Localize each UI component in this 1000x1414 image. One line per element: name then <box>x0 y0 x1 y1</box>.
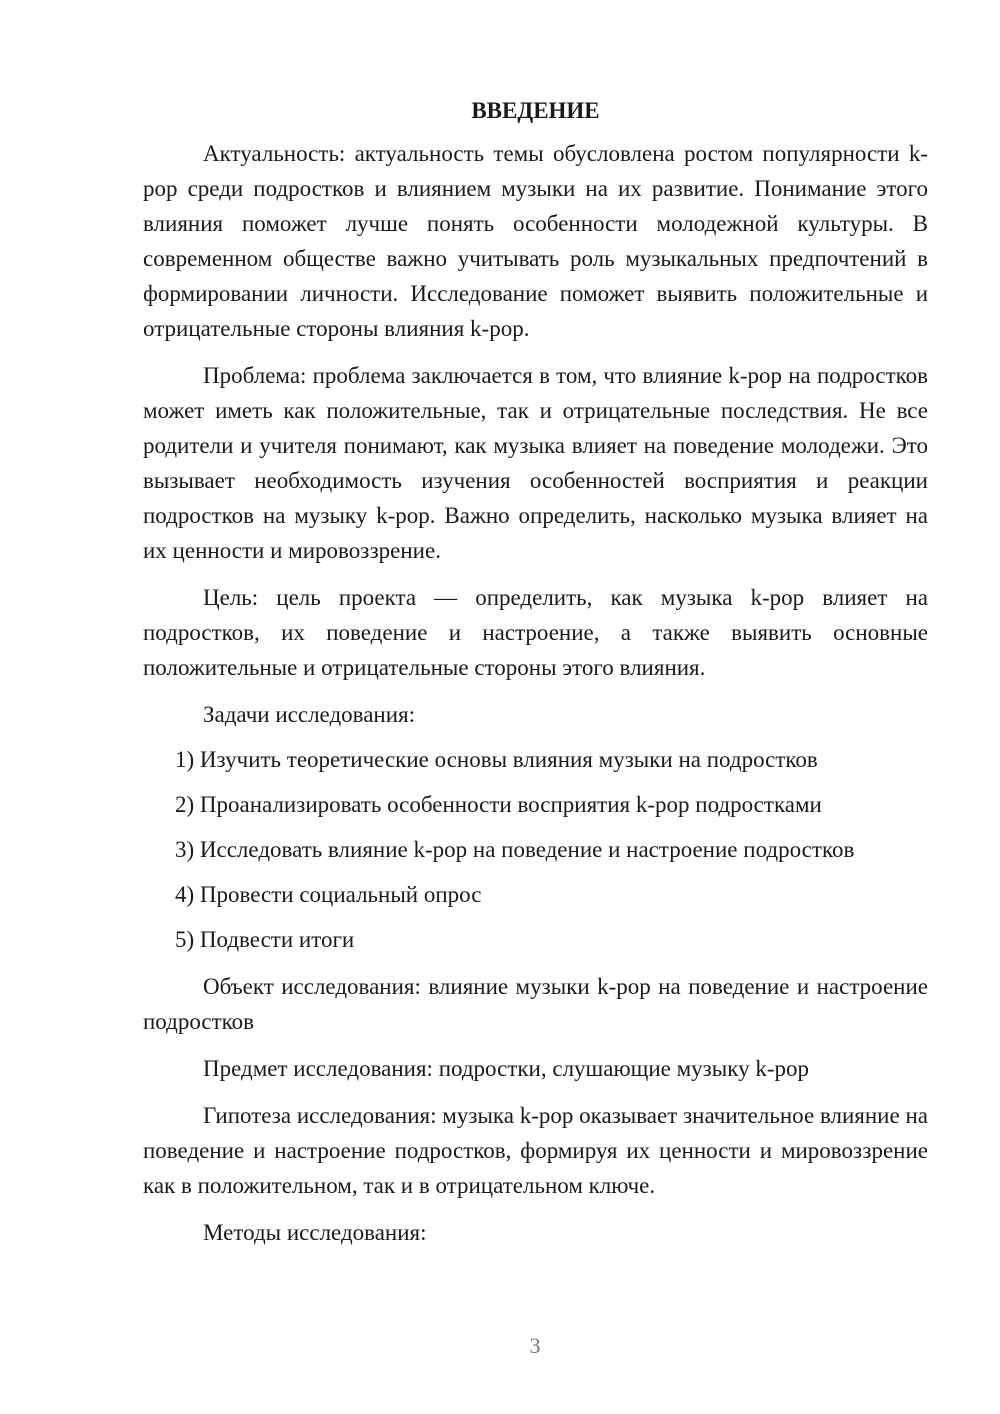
paragraph-subject: Предмет исследования: подростки, слушающие музыку k-pop <box>203 1056 809 1081</box>
paragraph-object: Объект исследования: влияние музыки k-pop на поведение и настроение подростков <box>143 974 928 1034</box>
paragraph-methods: Методы исследования: <box>203 1220 427 1245</box>
paragraph-hypothesis: Гипотеза исследования: музыка k-pop оказывает значительное влияние на поведение и настроение подростков, формируя их ценности и мировоззрение как в положительном, так и в отрицательном ключе. <box>143 1103 928 1198</box>
list-item: 3) Исследовать влияние k-pop на поведение и настроение подростков <box>175 837 855 862</box>
list-item: 2) Проанализировать особенности восприятия k-pop подростками <box>175 792 822 817</box>
paragraph-goal: Цель: цель проекта — определить, как музыка k-pop влияет на подростков, их поведение и настроение, а также выявить основные положительные и отрицательные стороны этого влияния. <box>143 585 928 680</box>
list-item: 5) Подвести итоги <box>175 927 355 952</box>
section-title: ВВЕДЕНИЕ <box>471 98 600 123</box>
tasks-list <box>143 742 928 957</box>
page-number: 3 <box>529 1333 541 1358</box>
document-page <box>143 94 928 1250</box>
tasks-heading: Задачи исследования: <box>203 702 416 727</box>
list-item: 1) Изучить теоретические основы влияния музыки на подростков <box>175 747 818 772</box>
list-item: 4) Провести социальный опрос <box>175 882 482 907</box>
paragraph-relevance: Актуальность: актуальность темы обусловлена ростом популярности k-pop среди подростков и влиянием музыки на их развитие. Понимание этого влияния поможет лучше понять особенности молодежной культуры. В современном обществе важно учитывать роль музыкальных предпочтений в формировании личности. Исследование поможет выявить положительные и отрицательные стороны влияния k-pop. <box>143 141 928 341</box>
paragraph-problem: Проблема: проблема заключается в том, что влияние k-pop на подростков может иметь как положительные, так и отрицательные последствия. Не все родители и учителя понимают, как музыка влияет на поведение молодежи. Это вызывает необходимость изучения особенностей восприятия и реакции подростков на музыку k-pop. Важно определить, насколько музыка влияет на их ценности и мировоззрение. <box>143 363 928 563</box>
